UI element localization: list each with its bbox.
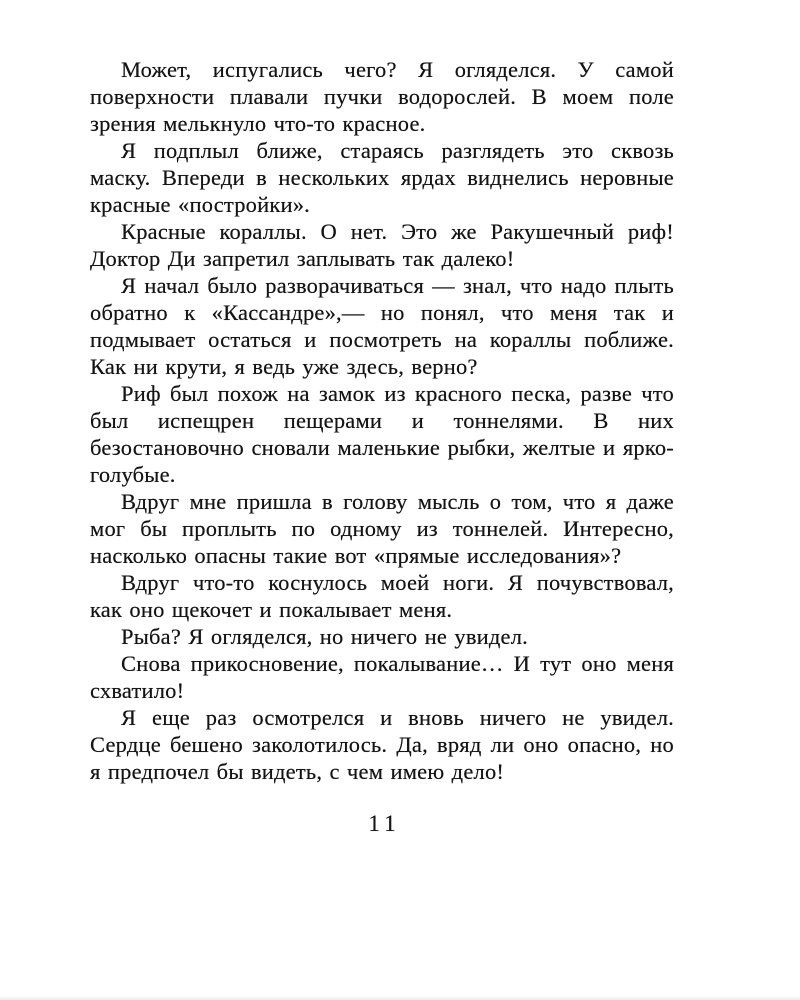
paragraph: Рыба? Я огляделся, но ничего не увидел. xyxy=(121,624,528,649)
paragraph: Снова прикосновение, покалывание… И тут оно меня схватило! xyxy=(90,651,674,703)
paragraph: Я начал было разворачиваться — знал, что надо плыть обратно к «Кассандре»,— но понял, что меня так и подмывает остаться и посмотреть на кораллы поближе. Как ни крути, я ведь уже здесь, верно? xyxy=(90,273,674,379)
paragraph: Я еще раз осмотрелся и вновь ничего не увидел. Сердце бешено заколотилось. Да, вряд ли оно опасно, но я предпочел бы видеть, с чем имею дело! xyxy=(90,705,674,784)
paragraph: Красные кораллы. О нет. Это же Ракушечный риф! Доктор Ди запретил заплывать так далеко! xyxy=(90,219,674,271)
page-number: 11 xyxy=(368,811,401,836)
paragraph: Я подплыл ближе, стараясь разглядеть это сквозь маску. Впереди в нескольких ярдах виднелись неровные красные «постройки». xyxy=(90,138,674,217)
paragraph: Риф был похож на замок из красного песка, разве что был испещрен пещерами и тоннелями. В них безостановочно сновали маленькие рыбки, желтые и ярко-голубые. xyxy=(90,381,674,487)
paragraph: Вдруг что-то коснулось моей ноги. Я почувствовал, как оно щекочет и покалывает меня. xyxy=(90,570,674,622)
paragraph: Может, испугались чего? Я огляделся. У самой поверхности плавали пучки водорослей. В моем поле зрения мелькнуло что-то красное. xyxy=(90,57,674,136)
paragraph: Вдруг мне пришла в голову мысль о том, что я даже мог бы проплыть по одному из тоннелей. Интересно, насколько опасны такие вот «прямые исследования»? xyxy=(90,489,674,568)
body-text xyxy=(90,56,674,785)
scan-edge-shadow xyxy=(0,996,800,1000)
